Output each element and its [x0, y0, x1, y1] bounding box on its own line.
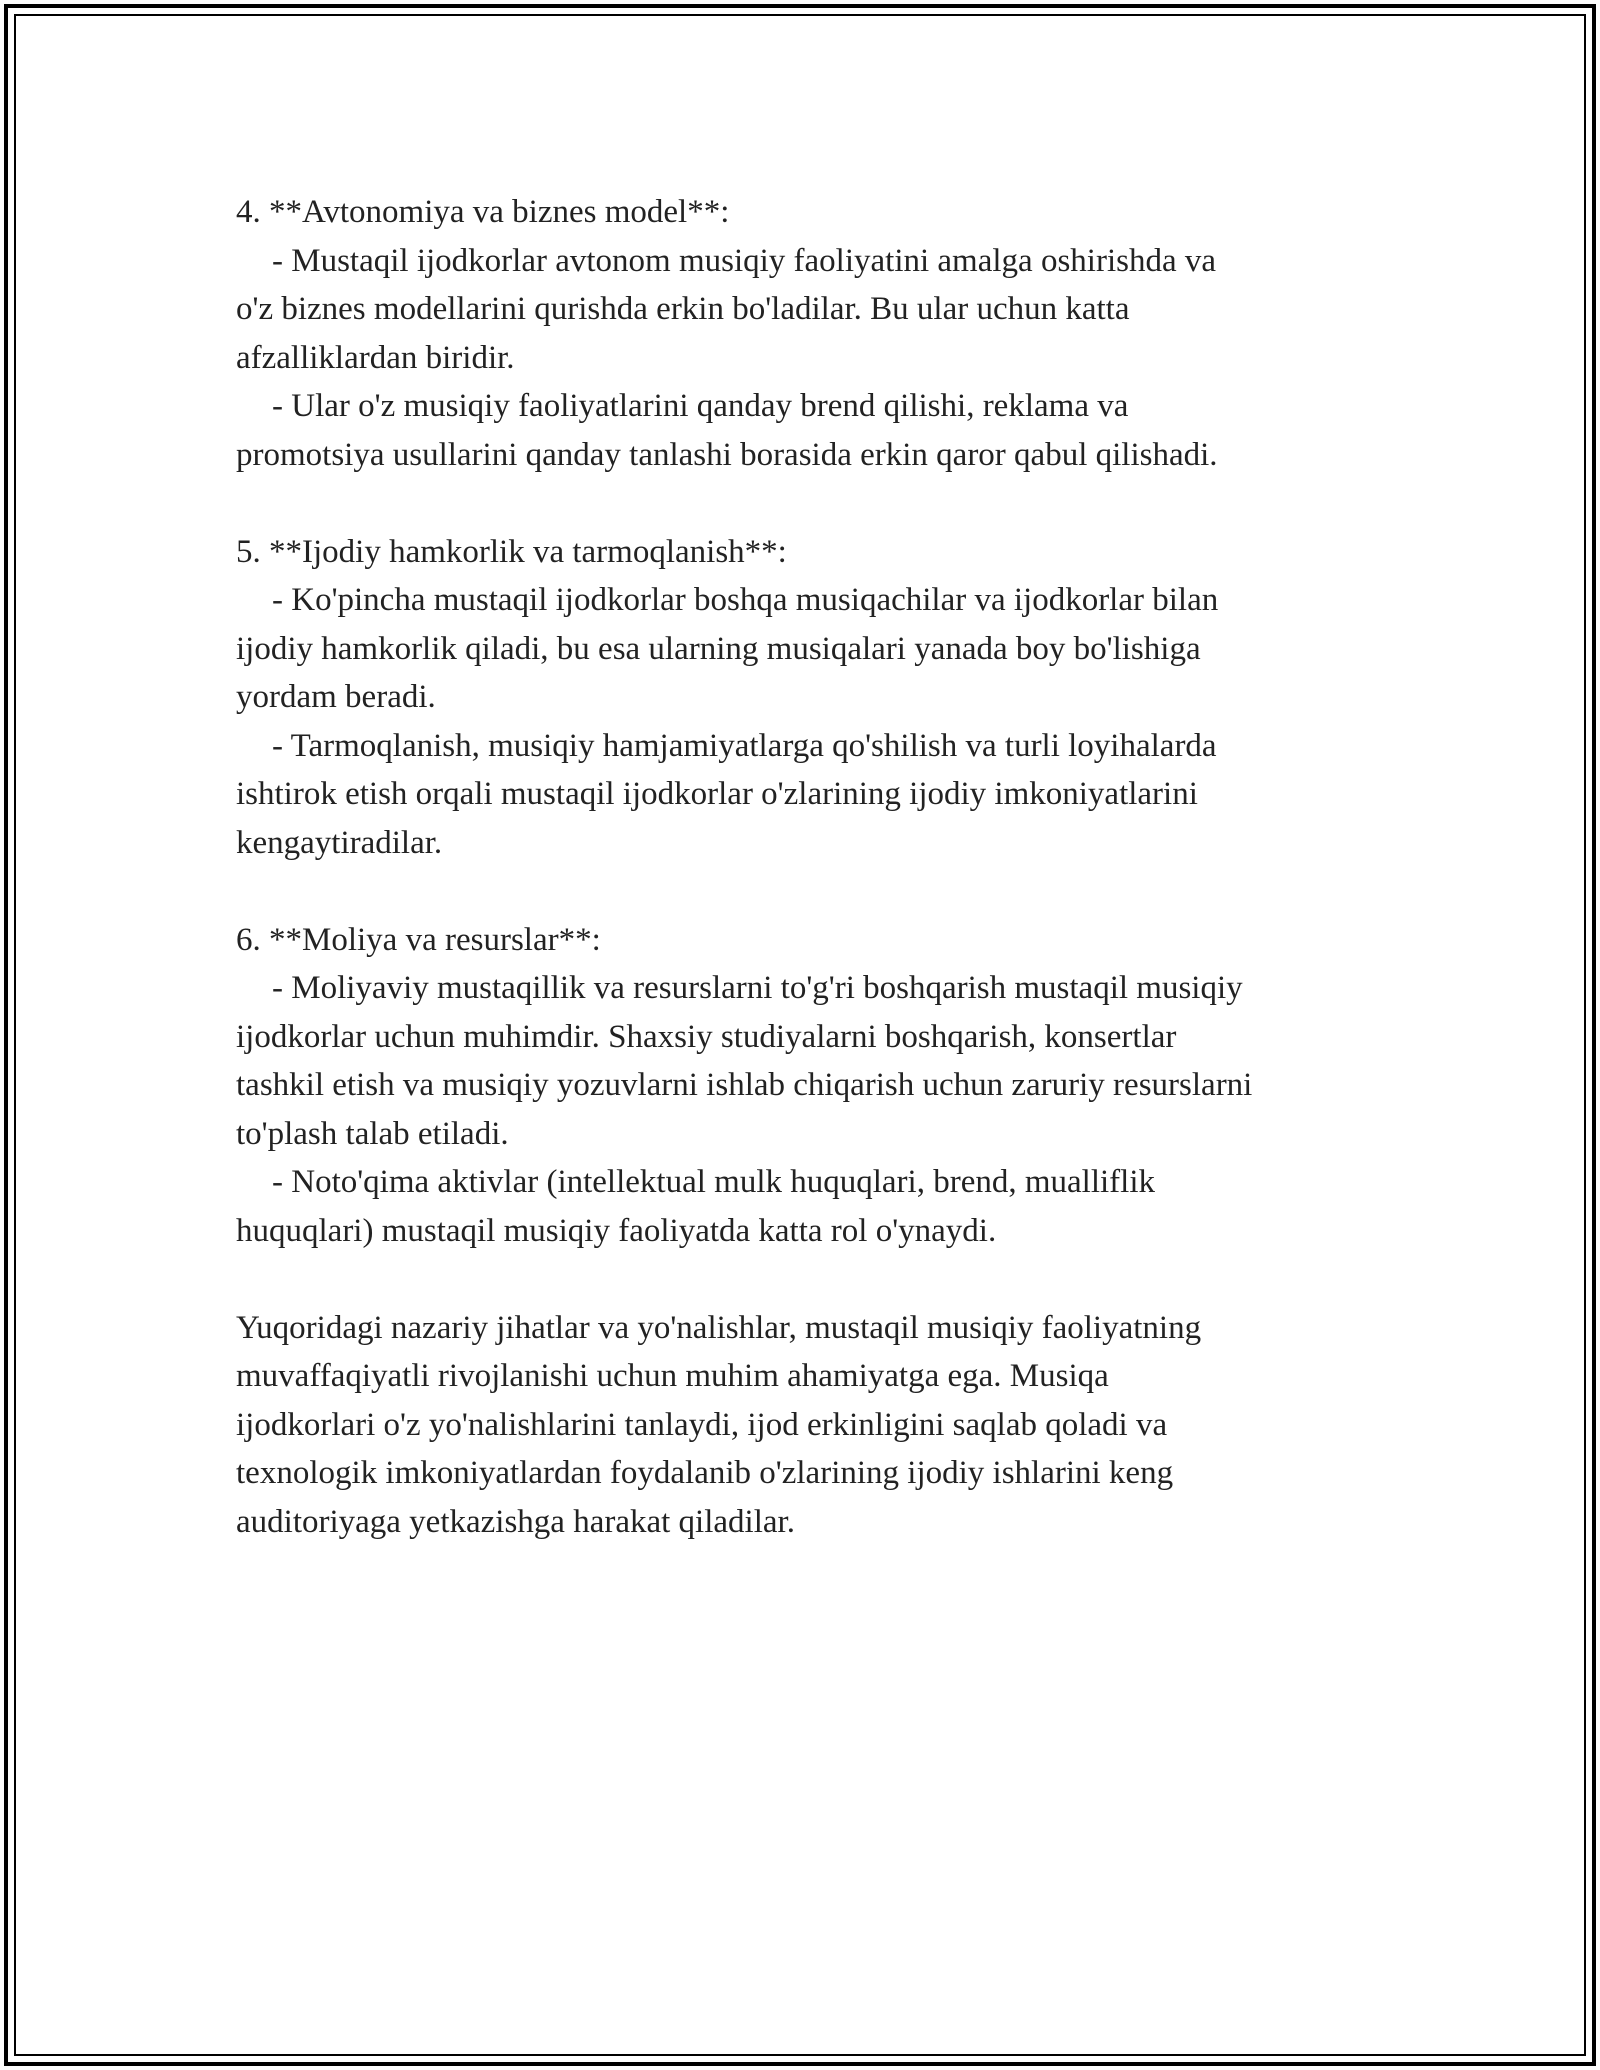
conclusion-line: Yuqoridagi nazariy jihatlar va yo'nalishlar, mustaqil musiqiy faoliyatning: [236, 1309, 1202, 1346]
section-heading: 4. **Avtonomiya va biznes model**:: [236, 194, 730, 230]
bullet-first-line: - Ular o'z musiqiy faoliyatlarini qanday brend qilishi, reklama va: [272, 388, 1129, 424]
bullet-continuation-line: yordam beradi.: [236, 679, 436, 715]
bullet-continuation-line: promotsiya usullarini qanday tanlashi borasida erkin qaror qabul qilishadi.: [236, 436, 1218, 473]
bullet-continuation-line: huquqlari) mustaqil musiqiy faoliyatda katta rol o'ynaydi.: [236, 1212, 997, 1249]
bullet-first-line: - Noto'qima aktivlar (intellektual mulk huquqlari, brend, mualliflik: [272, 1164, 1155, 1200]
bullet-first-line: - Moliyaviy mustaqillik va resurslarni to'g'ri boshqarish mustaqil musiqiy: [272, 970, 1243, 1006]
conclusion-line: ijodkorlari o'z yo'nalishlarini tanlaydi, ijod erkinligini saqlab qoladi va: [236, 1406, 1168, 1443]
bullet-continuation-line: to'plash talab etiladi.: [236, 1115, 509, 1152]
section-heading: 5. **Ijodiy hamkorlik va tarmoqlanish**:: [236, 533, 787, 570]
conclusion-line: auditoriyaga yetkazishga harakat qiladilar.: [236, 1503, 795, 1540]
bullet-first-line: - Mustaqil ijodkorlar avtonom musiqiy faoliyatini amalga oshirishda va: [272, 242, 1216, 279]
bullet-continuation-line: kengaytiradilar.: [236, 824, 443, 861]
paragraph-gap: [236, 867, 1406, 916]
paragraph-gap: [236, 479, 1406, 528]
bullet-continuation-line: o'z biznes modellarini qurishda erkin bo'ladilar. Bu ular uchun katta: [236, 291, 1130, 327]
document-body: [236, 188, 1406, 1546]
bullet-first-line: - Ko'pincha mustaqil ijodkorlar boshqa musiqachilar va ijodkorlar bilan: [272, 582, 1219, 618]
section-heading: 6. **Moliya va resurslar**:: [236, 921, 601, 958]
bullet-continuation-line: tashkil etish va musiqiy yozuvlarni ishlab chiqarish uchun zaruriy resurslarni: [236, 1067, 1253, 1103]
conclusion-line: texnologik imkoniyatlardan foydalanib o'zlarining ijodiy ishlarini keng: [236, 1455, 1174, 1491]
bullet-first-line: - Tarmoqlanish, musiqiy hamjamiyatlarga qo'shilish va turli loyihalarda: [272, 727, 1217, 764]
bullet-continuation-line: ijodkorlar uchun muhimdir. Shaxsiy studiyalarni boshqarish, konsertlar: [236, 1018, 1177, 1055]
paragraph-gap: [236, 1255, 1406, 1304]
bullet-continuation-line: ijodiy hamkorlik qiladi, bu esa ularning musiqalari yanada boy bo'lishiga: [236, 630, 1201, 667]
bullet-continuation-line: afzalliklardan biridir.: [236, 339, 515, 376]
conclusion-line: muvaffaqiyatli rivojlanishi uchun muhim ahamiyatga ega. Musiqa: [236, 1358, 1109, 1394]
bullet-continuation-line: ishtirok etish orqali mustaqil ijodkorlar o'zlarining ijodiy imkoniyatlarini: [236, 776, 1198, 812]
